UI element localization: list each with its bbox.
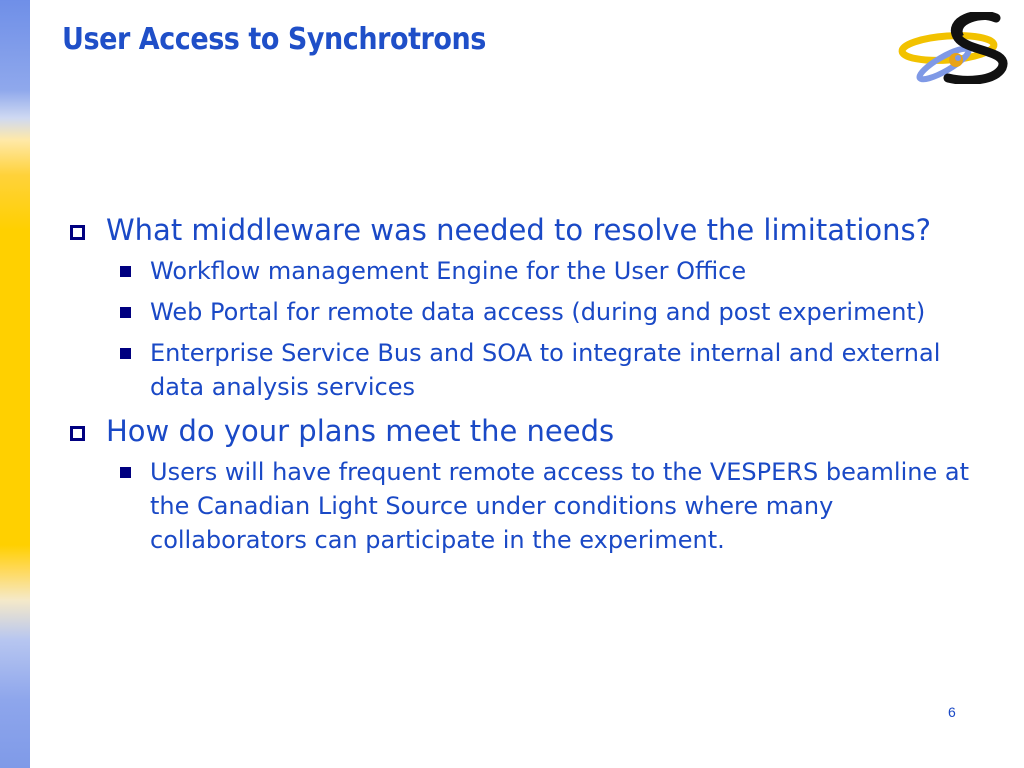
synchrotron-s-logo-icon — [898, 12, 1012, 84]
bullet-text: What middleware was needed to resolve the limitations? — [106, 213, 932, 247]
filled-square-bullet-icon — [120, 467, 131, 478]
left-decorative-bar — [0, 0, 30, 768]
sub-bullet-item — [64, 336, 984, 404]
filled-square-bullet-icon — [120, 266, 131, 277]
sub-bullet-text: Users will have frequent remote access to the VESPERS beamline at the Canadian Light Source under conditions where many collaborators can participate in the experiment. — [150, 458, 969, 554]
sub-bullet-item — [64, 254, 984, 288]
sub-bullet-text: Enterprise Service Bus and SOA to integrate internal and external data analysis services — [150, 339, 941, 401]
slide-title: User Access to Synchrotrons — [62, 22, 486, 57]
bullet-item — [64, 411, 984, 451]
bullet-item — [64, 210, 984, 250]
bullet-text: How do your plans meet the needs — [106, 414, 615, 448]
sub-bullet-item — [64, 455, 984, 557]
hollow-square-bullet-icon — [70, 426, 85, 441]
hollow-square-bullet-icon — [70, 225, 85, 240]
filled-square-bullet-icon — [120, 307, 131, 318]
filled-square-bullet-icon — [120, 348, 131, 359]
sub-bullet-text: Workflow management Engine for the User Office — [150, 257, 747, 285]
slide-body — [64, 210, 984, 564]
page-number: 6 — [948, 704, 956, 720]
sub-bullet-text: Web Portal for remote data access (during and post experiment) — [150, 298, 926, 326]
sub-bullet-item — [64, 295, 984, 329]
